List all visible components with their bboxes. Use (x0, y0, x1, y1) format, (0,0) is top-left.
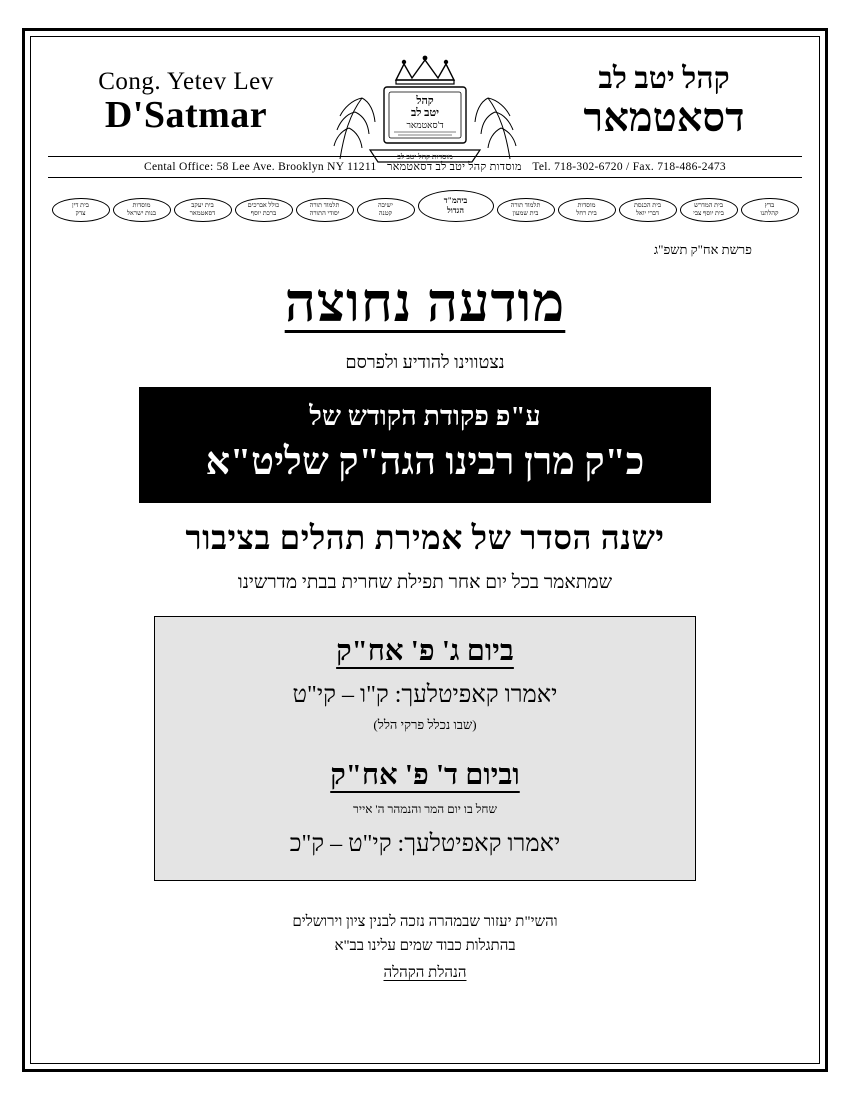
announcement-detail: שמתאמר בכל יום אחר תפילת שחרית בבתי מדרשינו (237, 572, 613, 594)
closing-line2: בהתגלות כבוד שמים עלינו בב"א (334, 937, 516, 954)
institution-badge: תלמוד תורה בית שמעון (497, 198, 555, 222)
schedule-box (154, 616, 696, 881)
office-address: Cental Office: 58 Lee Ave. Brooklyn NY 11211 (144, 161, 377, 173)
svg-text:קהל: קהל (416, 95, 434, 107)
institution-badge: בית הכנסת דברי יואל (619, 198, 677, 222)
announcement-headline: ישנה הסדר של אמירת תהלים בציבור (185, 521, 665, 558)
institution-badge: מוסדות בנות ישראל (113, 198, 171, 222)
flyer-content (44, 48, 806, 1052)
org-name-hebrew-line2: דסאטמאר (583, 94, 745, 140)
institution-badge: בית דין צדק (52, 198, 110, 222)
authority-callout-box (139, 387, 711, 503)
schedule-day1-chapters: יאמרו קאפיטלעך: ק"ו – קי"ט (292, 682, 558, 709)
institution-badge: מוסדות בית רחל (558, 198, 616, 222)
schedule-day2-note: שחל בו יום המר והנמהר ה' אייר (353, 802, 497, 817)
closing-line1: והשי"ת יעזור שבמהרה נזכה לבנין ציון וירושלים (292, 914, 558, 931)
institution-badge: כולל אברכים ברכת יוסף (235, 198, 293, 222)
institution-badge: בית המדרש בית יוסף צבי (680, 198, 738, 222)
authority-callout-line1: ע"פ פקודת הקודש של (309, 401, 541, 431)
svg-text:יטב לב: יטב לב (410, 107, 440, 119)
letterhead-row (44, 48, 806, 161)
signature: הנהלת הקהלה (383, 964, 467, 981)
svg-text:ד'סאטמאר: ד'סאטמאר (406, 120, 444, 130)
org-name-english (72, 54, 300, 135)
letterhead (44, 48, 806, 216)
crest-emblem-icon (300, 54, 550, 172)
authority-callout-line2: כ"ק מרן רבינו הגה"ק שליט"א (205, 441, 645, 484)
letterhead-contact-bar (48, 156, 802, 178)
parsha-label: פרשת אח"ק תשפ"ג (653, 242, 752, 257)
contact-phone-fax: Tel. 718-302-6720 / Fax. 718-486-2473 (532, 161, 726, 173)
institution-badge-main: ביהמ"ד הגדול (418, 190, 494, 222)
institutions-list (44, 190, 806, 222)
schedule-day1-heading: ביום ג' פ' אח"ק (336, 635, 514, 668)
crest-ribbon-text: מוסדות קהל יטב לב (397, 152, 453, 161)
org-name-english-line2: D'Satmar (104, 93, 268, 136)
schedule-day2-heading: וביום ד' פ' אח"ק (330, 759, 520, 792)
org-name-english-line1: Cong. Yetev Lev (98, 68, 274, 95)
announcement-subtitle: נצטווינו להודיע ולפרסם (345, 352, 505, 372)
page-title: מודעה נחוצה (284, 273, 566, 333)
schedule-day1-note: (שבו נכלל פרקי הלל) (373, 717, 477, 733)
letterhead-bar-hebrew: מוסדות קהל יטב לב דסאטמאר (387, 161, 522, 173)
org-name-hebrew (550, 54, 778, 139)
institution-badge: בית יעקב דסאטמאר (174, 198, 232, 222)
institution-badge: בדץ קהלתנו (741, 198, 799, 222)
institution-badge: תלמוד תורה יסודי התורה (296, 198, 354, 222)
institution-badge: ישיבה קטנה (357, 198, 415, 222)
org-name-hebrew-line1: קהל יטב לב (598, 62, 730, 95)
schedule-day2-chapters: יאמרו קאפיטלעך: קי"ט – ק"כ (289, 831, 561, 858)
closing-blessing (44, 911, 806, 985)
